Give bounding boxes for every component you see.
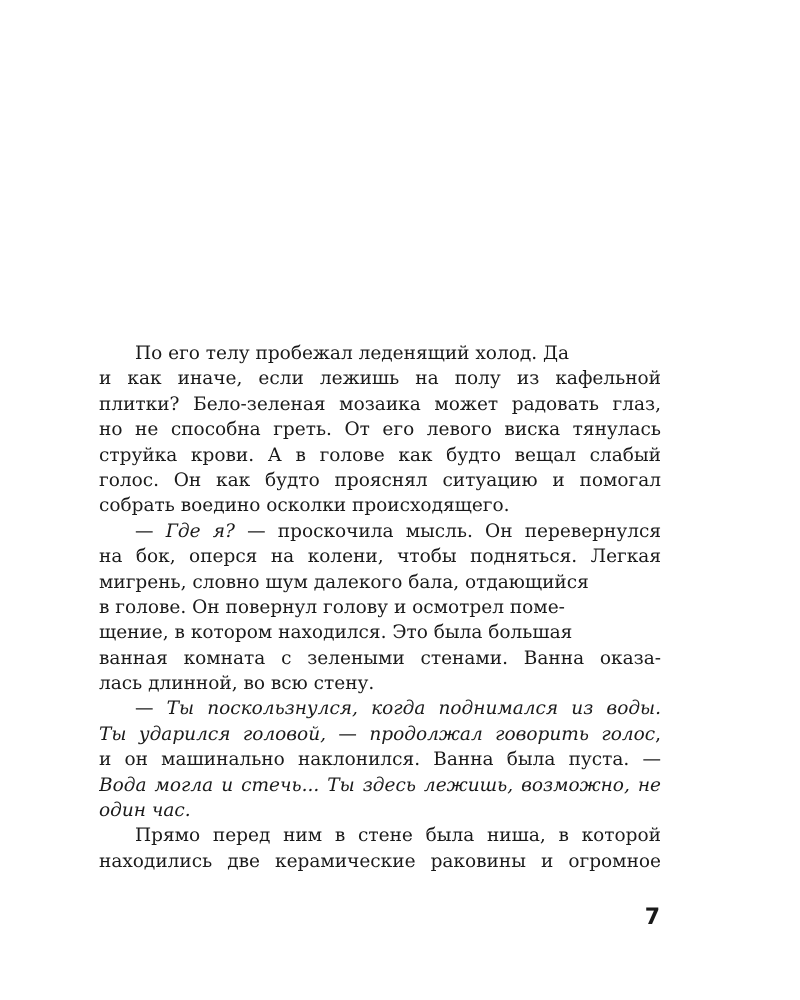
text-run: — — [135, 520, 166, 542]
text-line — [99, 849, 661, 874]
page-body — [99, 341, 661, 874]
text-run-italic: Ты поскользнулся, когда поднимался из воды. — [166, 698, 661, 720]
text-line — [99, 773, 661, 798]
text-run: но не способна греть. От его левого виска тянулась — [99, 419, 661, 441]
text-run: ванная комната с зелеными стенами. Ванна оказа- — [99, 647, 661, 669]
text-line — [99, 595, 661, 620]
text-run: По его телу пробежал леденящий холод. Да — [135, 343, 570, 364]
text-run-italic: продолжал говорить голос — [369, 723, 656, 745]
text-run: — проскочила мысль. Он перевернулся — [234, 520, 661, 542]
text-line — [99, 366, 661, 391]
text-run-italic: Ты ударился головой, — [99, 723, 326, 745]
text-run: и он машинально наклонился. Ванна была пуста. — — [99, 749, 661, 771]
text-line — [99, 646, 661, 671]
text-run: и как иначе, если лежишь на полу из кафельной — [99, 368, 661, 390]
text-run: в голове. Он повернул голову и осмотрел поме- — [99, 596, 565, 618]
text-line — [99, 417, 661, 442]
text-run: струйка крови. А в голове как будто вещал слабый — [99, 444, 661, 466]
text-run: мигрень, словно шум далекого бала, отдающийся — [99, 571, 589, 593]
text-run-italic: один час. — [99, 800, 191, 822]
text-run: Прямо перед ним в стене была ниша, в которой — [135, 825, 661, 847]
text-run: — — [326, 723, 370, 745]
text-line — [99, 747, 661, 772]
text-run: плитки? Бело-зеленая мозаика может радовать глаз, — [99, 393, 661, 415]
text-run: находились две керамические раковины и огромное — [99, 850, 661, 872]
text-line — [99, 392, 661, 417]
text-line — [99, 519, 661, 544]
text-line — [99, 696, 661, 721]
text-line — [99, 671, 661, 696]
text-run-italic: Где я? — [165, 520, 235, 542]
text-line — [99, 722, 661, 747]
text-line — [99, 544, 661, 569]
text-run-italic: Вода могла и стечь... Ты здесь лежишь, возможно, не — [99, 774, 661, 796]
text-run: щение, в котором находился. Это была большая — [99, 622, 573, 644]
text-line — [99, 798, 661, 823]
text-run: голос. Он как будто прояснял ситуацию и помогал — [99, 469, 661, 491]
text-run: на бок, оперся на колени, чтобы подняться. Легкая — [99, 546, 661, 568]
text-line — [99, 443, 661, 468]
text-line — [99, 341, 661, 366]
text-run: собрать воедино осколки происходящего. — [99, 495, 510, 517]
text-line — [99, 570, 661, 595]
page-number: 7 — [644, 905, 660, 930]
text-line — [99, 620, 661, 645]
text-run: , — [655, 723, 661, 745]
text-line — [99, 468, 661, 493]
text-line — [99, 493, 661, 518]
text-run: — — [135, 698, 167, 720]
text-line — [99, 823, 661, 848]
text-run: лась длинной, во всю стену. — [99, 673, 375, 695]
